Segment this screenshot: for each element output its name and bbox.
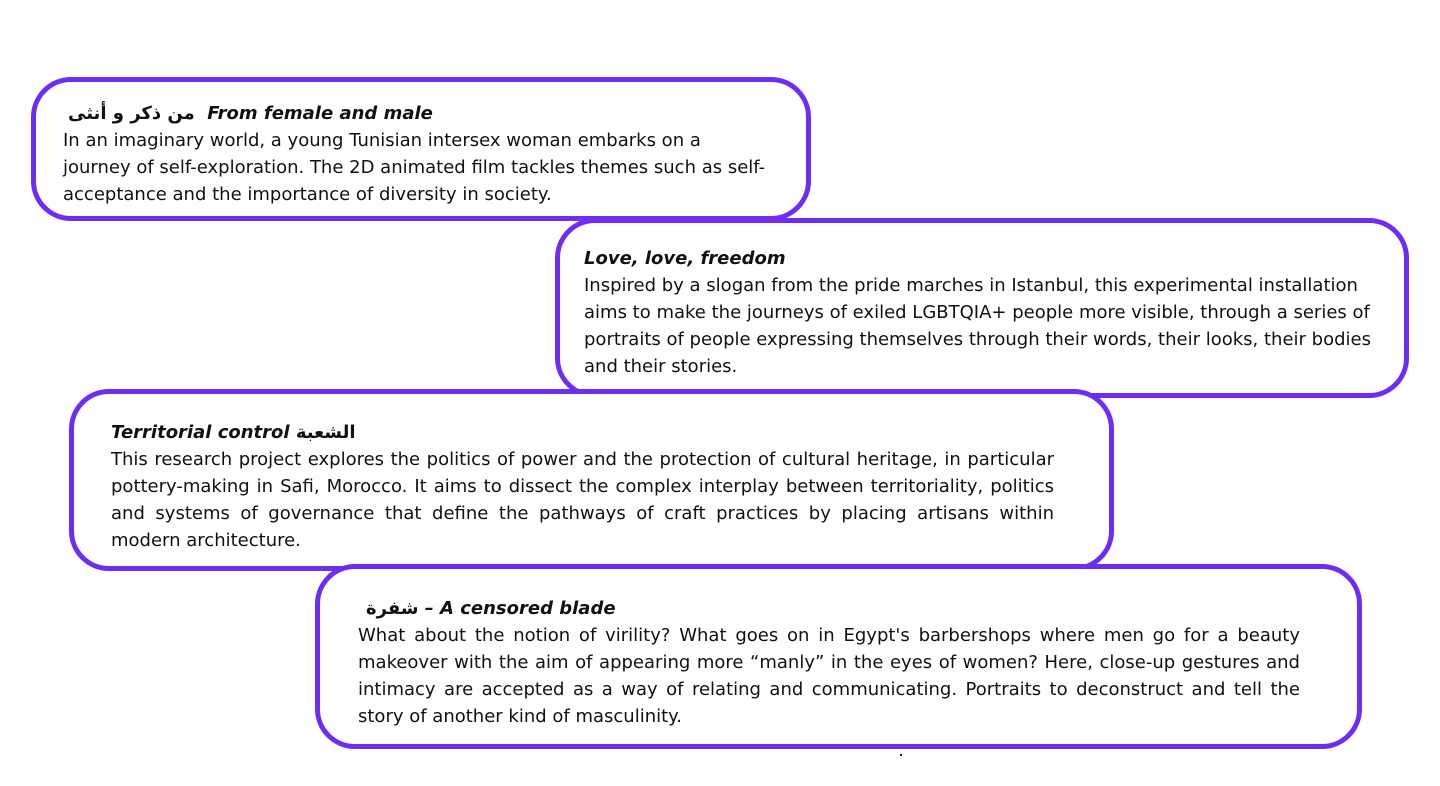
card-description: This research project explores the politics of power and the protection of cultural heritage, in particular pottery-making in Safi, Morocco. It aims to dissect the complex interplay between territoriality, politics and systems of governance that define the pathways of craft practices by placing artisans within modern architecture. [111,449,1054,551]
stray-dot [900,754,902,756]
card-title [63,101,766,127]
project-card-territorial-control [69,389,1114,571]
card-title-arabic: الشعبة [295,422,356,443]
project-card-from-female-and-male [31,77,811,221]
card-title-english: Love, love, freedom [584,248,786,269]
card-title-arabic: من ذكر و أنثى [68,103,195,124]
card-title [584,246,1374,272]
card-title-english: – A censored blade [424,598,616,619]
card-title-arabic: شفرة [366,598,419,619]
card-description: What about the notion of virility? What goes on in Egypt's barbershops where men go for a beauty makeover with the aim of appearing more “manly” in the eyes of women? Here, close-up gestures and intimacy are accepted as a way of relating and communicating. Portraits to deconstruct and tell the story of another kind of masculinity. [358,625,1300,727]
card-title [111,420,1054,446]
project-card-love-love-freedom [555,218,1409,398]
card-title-english: From female and male [207,103,433,124]
card-title-english: Territorial control [111,422,290,443]
project-card-a-censored-blade [315,564,1362,749]
card-description: In an imaginary world, a young Tunisian intersex woman embarks on a journey of self-exploration. The 2D animated film tackles themes such as self-acceptance and the importance of diversity in society. [63,130,766,205]
card-title [358,596,1300,622]
card-description: Inspired by a slogan from the pride marches in Istanbul, this experimental installation aims to make the journeys of exiled LGBTQIA+ people more visible, through a series of portraits of people expressing themselves through their words, their looks, their bodies and their stories. [584,275,1371,377]
